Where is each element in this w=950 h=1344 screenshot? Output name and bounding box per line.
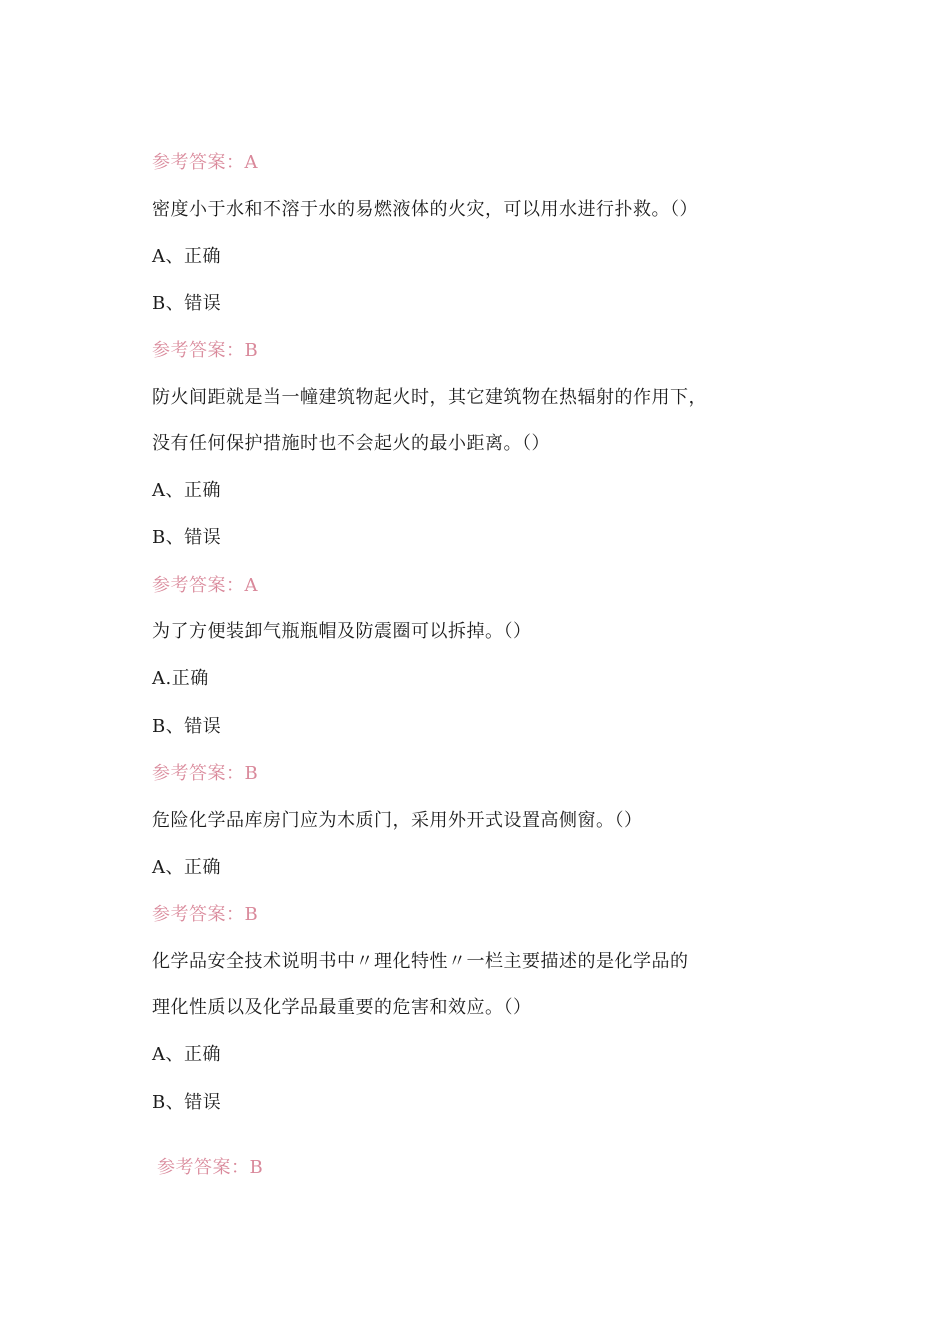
question-text: 防火间距就是当一幢建筑物起火时，其它建筑物在热辐射的作用下，: [152, 387, 707, 408]
answer-line: 参考答案：B: [152, 763, 259, 784]
option-a: A.正确: [152, 668, 209, 689]
question-text: 化学品安全技术说明书中〃理化特性〃一栏主要描述的是化学品的: [152, 951, 689, 972]
option-b: B、错误: [152, 1092, 222, 1113]
answer-line: 参考答案：A: [152, 152, 258, 173]
option-a: A、正确: [152, 246, 221, 267]
question-text: 为了方便装卸气瓶瓶帽及防震圈可以拆掉。（）: [152, 621, 532, 642]
answer-line: 参考答案：B: [152, 340, 259, 361]
answer-line: 参考答案：B: [157, 1157, 264, 1178]
answer-line: 参考答案：A: [152, 575, 258, 596]
option-a: A、正确: [152, 1044, 221, 1065]
question-text: 密度小于水和不溶于水的易燃液体的火灾，可以用水进行扑救。（）: [152, 199, 698, 220]
question-text-continued: 没有任何保护措施时也不会起火的最小距离。（）: [152, 433, 550, 454]
option-b: B、错误: [152, 293, 222, 314]
answer-line: 参考答案：B: [152, 904, 259, 925]
option-a: A、正确: [152, 857, 221, 878]
option-b: B、错误: [152, 527, 222, 548]
question-text-continued: 理化性质以及化学品最重要的危害和效应。（）: [152, 997, 532, 1018]
option-b: B、错误: [152, 716, 222, 737]
option-a: A、正确: [152, 480, 221, 501]
question-text: 危险化学品库房门应为木质门，采用外开式设置高侧窗。（）: [152, 810, 643, 831]
